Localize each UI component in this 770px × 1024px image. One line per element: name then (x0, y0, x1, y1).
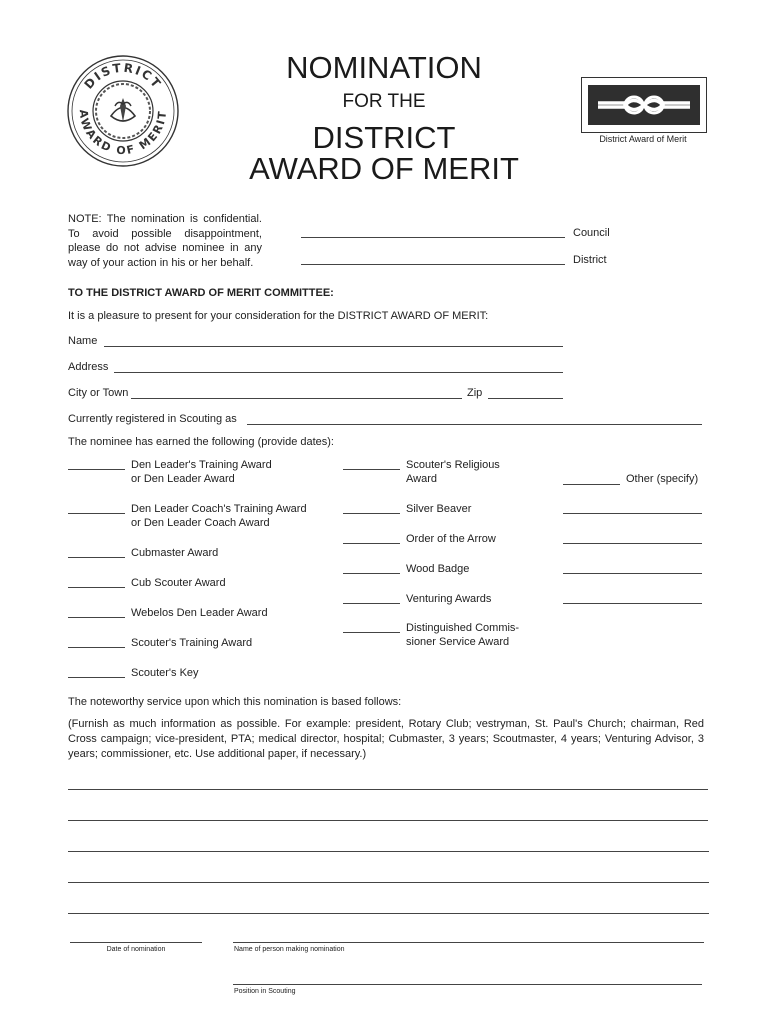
title-district: DISTRICT (312, 120, 456, 155)
service-line[interactable] (68, 789, 708, 790)
award-date-field[interactable] (343, 603, 400, 604)
name-field[interactable] (104, 346, 563, 347)
address-label: Address (68, 361, 109, 373)
service-heading: The noteworthy service upon which this nomination is based follows: (68, 696, 402, 708)
award-date-field[interactable] (343, 469, 400, 470)
award-date-field[interactable] (68, 617, 125, 618)
award-label: Order of the Arrow (406, 533, 496, 545)
title-award-of-merit: AWARD OF MERIT (249, 151, 519, 186)
council-field[interactable] (301, 237, 565, 238)
award-label: Distinguished Commis- (406, 622, 520, 634)
district-award-seal (66, 54, 180, 168)
award-date-field[interactable] (68, 587, 125, 588)
title-for-the: FOR THE (342, 91, 426, 112)
council-label: Council (573, 227, 610, 239)
square-knot-icon (588, 85, 700, 125)
other-label: Other (specify) (626, 473, 699, 485)
intro-text: It is a pleasure to present for your consideration for the DISTRICT AWARD OF MERIT: (68, 310, 489, 322)
service-line[interactable] (68, 820, 708, 821)
city-label: City or Town (68, 387, 129, 399)
service-instructions: (Furnish as much information as possible. For example: president, Rotary Club; vestryman, St. Paul's Church; chairman, Red Cross campaign; vice-president, PTA; medical director, hospital; Cubmaster, 3 years; Scoutmaster, 4 years; Venturing Advisor, 3 years; commissioner, etc. Use additional paper, if necessary.) (68, 718, 704, 760)
date-of-nomination-label: Date of nomination (106, 946, 166, 953)
earned-heading: The nominee has earned the following (provide dates): (68, 436, 334, 448)
knot-caption: District Award of Merit (599, 134, 687, 144)
zip-field[interactable] (488, 398, 563, 399)
other-field[interactable] (563, 513, 702, 514)
seal-graphic (66, 54, 180, 168)
other-field[interactable] (563, 603, 702, 604)
award-label: Scouter's Training Award (131, 637, 253, 649)
award-date-field[interactable] (343, 513, 400, 514)
award-label: Den Leader's Training Award (131, 459, 272, 471)
position-label: Position in Scouting (234, 988, 296, 995)
award-label: Scouter's Religious (406, 459, 500, 471)
knot-badge-panel (588, 85, 700, 125)
award-date-field[interactable] (68, 513, 125, 514)
svg-text:DISTRICT (82, 61, 165, 92)
award-label: Venturing Awards (406, 593, 492, 605)
service-line[interactable] (68, 913, 709, 914)
nominator-name-field[interactable] (233, 942, 704, 943)
award-date-field[interactable] (343, 573, 400, 574)
award-label: or Den Leader Award (131, 473, 235, 485)
award-date-field[interactable] (68, 677, 125, 678)
registered-label: Currently registered in Scouting as (68, 413, 237, 425)
other-field[interactable] (563, 543, 702, 544)
committee-heading: TO THE DISTRICT AWARD OF MERIT COMMITTEE: (68, 287, 334, 299)
position-field[interactable] (233, 984, 702, 985)
title-nomination: NOMINATION (286, 50, 482, 85)
knot-badge (581, 77, 707, 133)
city-field[interactable] (131, 398, 462, 399)
award-date-field[interactable] (343, 632, 400, 633)
award-label: Den Leader Coach's Training Award (131, 503, 307, 515)
seal-top-text: DISTRICT (81, 60, 165, 92)
service-line[interactable] (68, 882, 709, 883)
award-date-field[interactable] (343, 543, 400, 544)
date-of-nomination-field[interactable] (70, 942, 202, 943)
nominator-name-label: Name of person making nomination (234, 946, 345, 953)
award-label: Cubmaster Award (131, 547, 219, 559)
district-field[interactable] (301, 264, 565, 265)
award-label: Scouter's Key (131, 667, 199, 679)
confidential-note: NOTE: The nomination is confidential. To avoid possible disappointment, please do not advise nominee in any way of your action in his or her behalf. (68, 213, 262, 269)
service-line[interactable] (68, 851, 709, 852)
award-date-field[interactable] (68, 469, 125, 470)
name-label: Name (68, 335, 98, 347)
registered-field[interactable] (247, 424, 702, 425)
award-label: or Den Leader Coach Award (131, 517, 270, 529)
award-label: Webelos Den Leader Award (131, 607, 268, 619)
zip-label: Zip (467, 387, 483, 399)
award-date-field[interactable] (68, 557, 125, 558)
award-label: sioner Service Award (406, 636, 510, 648)
award-label: Award (406, 473, 437, 485)
award-label: Cub Scouter Award (131, 577, 226, 589)
other-date-field[interactable] (563, 484, 620, 485)
award-label: Silver Beaver (406, 503, 472, 515)
seal-bottom-text: AWARD OF MERIT (76, 108, 170, 158)
other-field[interactable] (563, 573, 702, 574)
award-date-field[interactable] (68, 647, 125, 648)
district-label: District (573, 254, 607, 266)
award-label: Wood Badge (406, 563, 470, 575)
address-field[interactable] (114, 372, 563, 373)
